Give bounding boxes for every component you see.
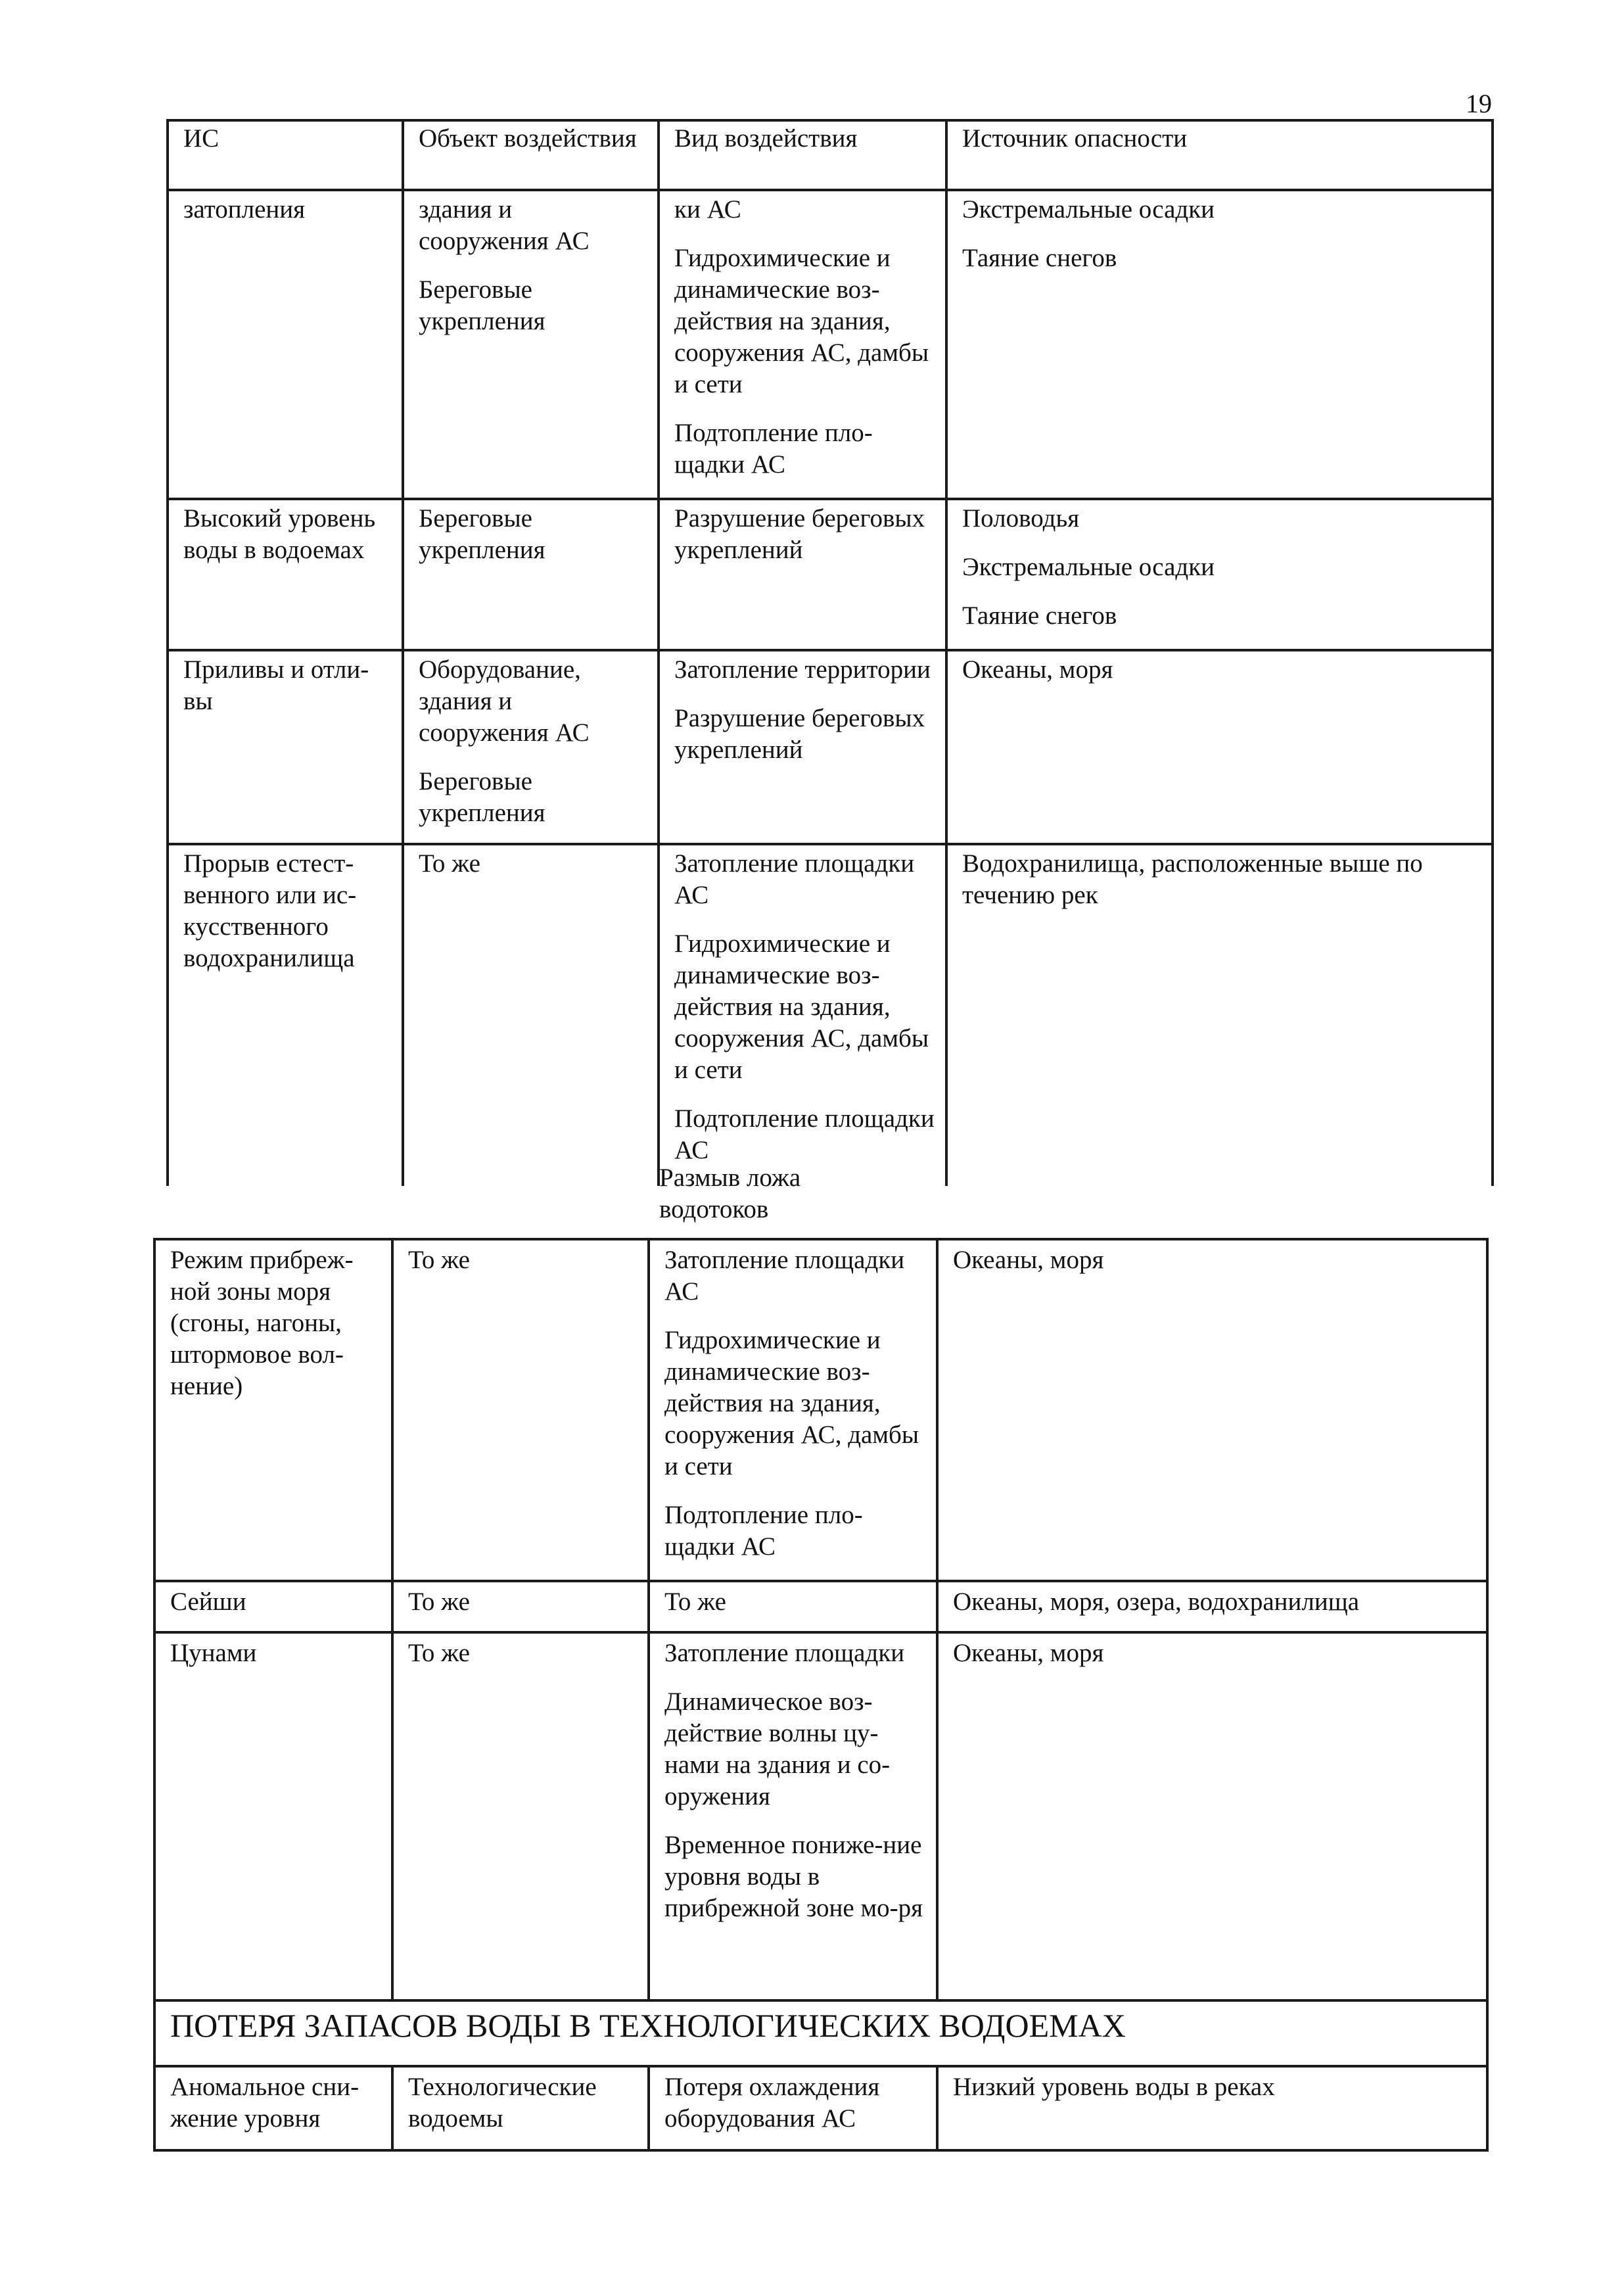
cell-text: Затопление территории xyxy=(674,655,931,684)
cell-text: Оборудование, здания и сооружения АС xyxy=(419,655,590,747)
cell-text: Гидрохимические и динамические воз-действия на здания, сооружения АС, дамбы и сети xyxy=(674,930,929,1084)
header-cell-is xyxy=(168,120,403,190)
cell-source xyxy=(937,2066,1487,2150)
header-text: ИС xyxy=(183,124,220,153)
cell-is xyxy=(168,499,403,650)
cell-source xyxy=(946,650,1493,844)
cell-text: Экстремальные осадки xyxy=(962,195,1215,224)
cell-text: Таяние снегов xyxy=(962,244,1117,272)
impact-continuation xyxy=(659,1162,856,1225)
cell-text: Гидрохимические и динамические воз-действия на здания, сооружения АС, дамбы и сети xyxy=(674,244,929,398)
cell-text: Океаны, моря xyxy=(962,655,1113,684)
cell-text: Режим прибреж-ной зоны моря (сгоны, нагоны, штормовое вол-нение) xyxy=(170,1246,354,1400)
cell-text: Береговые укрепления xyxy=(419,275,545,335)
cell-text: Таяние снегов xyxy=(962,602,1117,630)
cell-impact xyxy=(649,1632,937,2000)
cell-text: Размыв ложа водотоков xyxy=(659,1164,801,1223)
cell-source xyxy=(937,1581,1487,1632)
table-row xyxy=(154,2066,1487,2150)
header-cell-impact xyxy=(659,120,946,190)
cell-is xyxy=(154,1581,392,1632)
section-title-row xyxy=(154,2000,1487,2066)
cell-text: Цунами xyxy=(170,1639,257,1667)
cell-text: Затопление площадки xyxy=(664,1639,905,1667)
header-cell-source xyxy=(946,120,1493,190)
cell-text: Подтопление пло-щадки АС xyxy=(664,1501,863,1561)
cell-text: Временное пониже-ние уровня воды в прибрежной зоне мо-ря xyxy=(664,1831,923,1922)
header-text: Вид воздействия xyxy=(674,124,858,153)
cell-impact xyxy=(649,2066,937,2150)
cell-text: Технологические водоемы xyxy=(408,2073,597,2133)
cell-object xyxy=(392,1239,649,1581)
table-row xyxy=(168,650,1493,844)
cell-text: Низкий уровень воды в реках xyxy=(953,2073,1275,2101)
page-number: 19 xyxy=(1466,89,1492,118)
cell-text: Половодья xyxy=(962,504,1080,532)
cell-is xyxy=(168,650,403,844)
cell-is xyxy=(154,1632,392,2000)
cell-object xyxy=(403,499,659,650)
cell-is xyxy=(154,2066,392,2150)
cell-text: Океаны, моря, озера, водохранилища xyxy=(953,1588,1360,1616)
cell-text: То же xyxy=(408,1246,470,1274)
cell-impact xyxy=(649,1581,937,1632)
cell-object xyxy=(403,650,659,844)
cell-text: здания и сооружения АС xyxy=(419,195,590,255)
table-row xyxy=(154,1239,1487,1581)
cell-text: Затопление площадки АС xyxy=(674,849,915,909)
hazard-table-upper xyxy=(166,119,1494,1186)
cell-object xyxy=(392,1581,649,1632)
table-row xyxy=(154,1632,1487,2000)
cell-text: То же xyxy=(419,849,480,878)
cell-text: Океаны, моря xyxy=(953,1246,1104,1274)
cell-source xyxy=(937,1239,1487,1581)
header-text: Источник опасности xyxy=(962,124,1188,153)
cell-text: Подтопление площадки АС xyxy=(674,1104,935,1164)
cell-text: То же xyxy=(408,1588,470,1616)
cell-text: Океаны, моря xyxy=(953,1639,1104,1667)
cell-text: Экстремальные осадки xyxy=(962,553,1215,581)
cell-text: Гидрохимические и динамические воз-действия на здания, сооружения АС, дамбы и сети xyxy=(664,1326,919,1480)
cell-source xyxy=(946,499,1493,650)
header-text: Объект воздействия xyxy=(419,124,637,153)
cell-object xyxy=(403,190,659,499)
cell-object xyxy=(403,844,659,1186)
cell-source xyxy=(937,1632,1487,2000)
cell-impact xyxy=(649,1239,937,1581)
hazard-table-lower xyxy=(153,1238,1489,2152)
cell-text: Подтопление пло-щадки АС xyxy=(674,419,873,479)
cell-text: То же xyxy=(664,1588,726,1616)
table-row xyxy=(168,844,1493,1186)
header-cell-object xyxy=(403,120,659,190)
section-title: ПОТЕРЯ ЗАПАСОВ ВОДЫ В ТЕХНОЛОГИЧЕСКИХ ВОДОЕМАХ xyxy=(154,2000,1487,2066)
cell-is xyxy=(168,844,403,1186)
cell-is xyxy=(154,1239,392,1581)
cell-impact xyxy=(659,650,946,844)
cell-impact xyxy=(659,190,946,499)
table-row xyxy=(168,190,1493,499)
table-row xyxy=(168,499,1493,650)
table-header-row xyxy=(168,120,1493,190)
cell-text: То же xyxy=(408,1639,470,1667)
cell-text: Затопление площадки АС xyxy=(664,1246,905,1306)
cell-text: Прорыв естест-венного или ис-кусственного водохранилища xyxy=(183,849,357,972)
cell-object xyxy=(392,2066,649,2150)
cell-impact xyxy=(659,499,946,650)
cell-source xyxy=(946,844,1493,1186)
cell-is xyxy=(168,190,403,499)
cell-text: Сейши xyxy=(170,1588,246,1616)
cell-text: Аномальное сни-жение уровня xyxy=(170,2073,360,2133)
table-row xyxy=(154,1581,1487,1632)
cell-text: ки АС xyxy=(674,195,741,224)
cell-text: Динамическое воз-действие волны цу-нами на здания и со-оружения xyxy=(664,1688,891,1810)
cell-text: Приливы и отли-вы xyxy=(183,655,369,715)
cell-text: Потеря охлаждения оборудования АС xyxy=(664,2073,880,2133)
cell-impact xyxy=(659,844,946,1186)
cell-text: Разрушение береговых укреплений xyxy=(674,704,925,764)
cell-text: Береговые укрепления xyxy=(419,504,545,564)
cell-text: Высокий уровень воды в водоемах xyxy=(183,504,376,564)
cell-text: Береговые укрепления xyxy=(419,767,545,827)
cell-text: затопления xyxy=(183,195,306,224)
cell-source xyxy=(946,190,1493,499)
cell-text: Разрушение береговых укреплений xyxy=(674,504,925,564)
cell-object xyxy=(392,1632,649,2000)
cell-text: Водохранилища, расположенные выше по течению рек xyxy=(962,849,1423,909)
